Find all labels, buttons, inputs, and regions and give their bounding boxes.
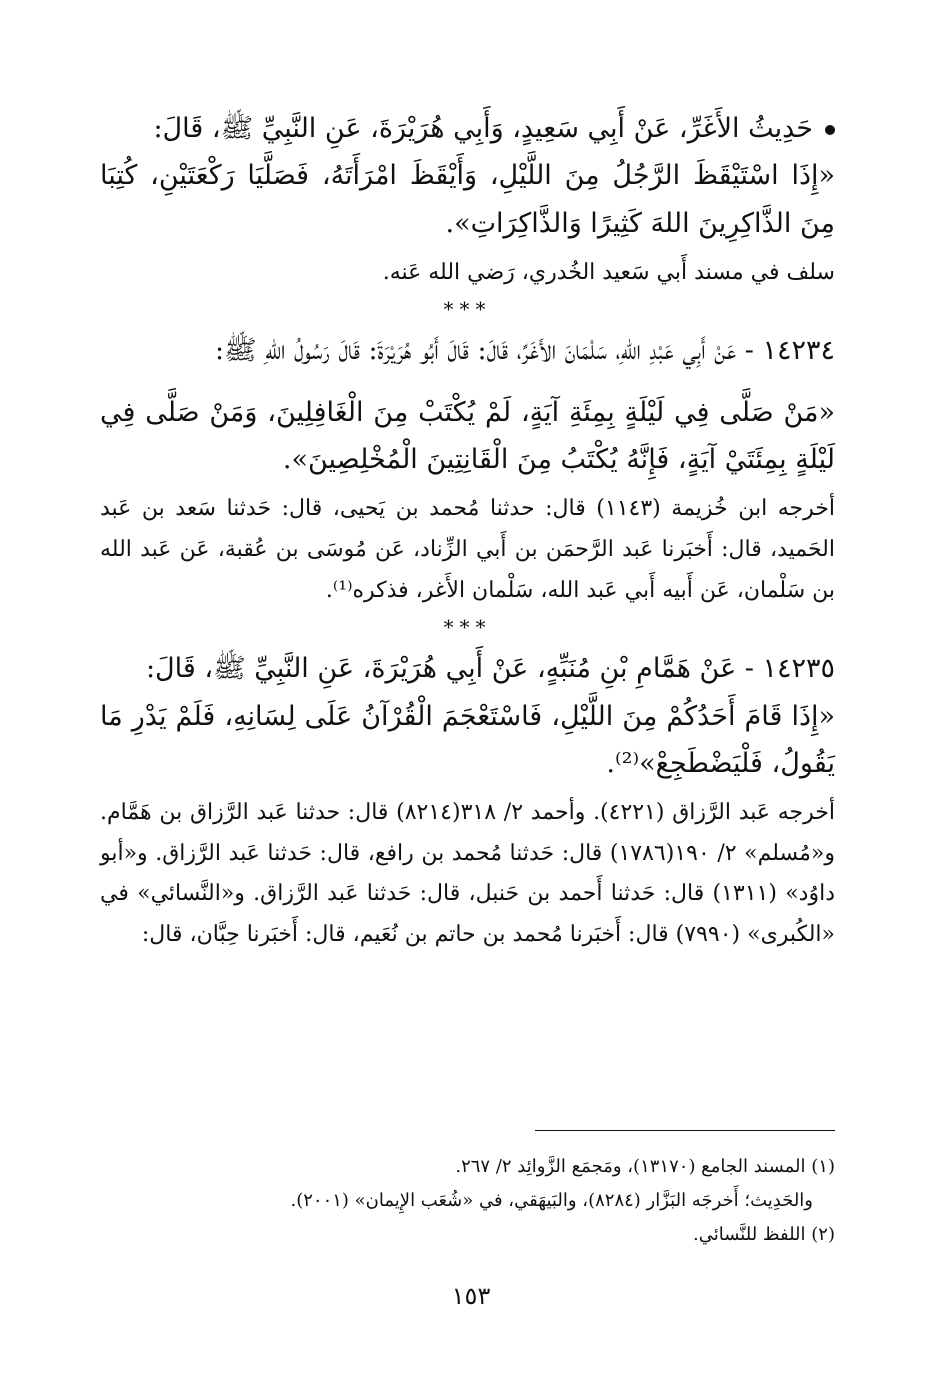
bullet-icon	[825, 125, 835, 135]
footnote-1-continuation: والحَدِيث؛ أَخرجَه البَزَّار (٨٢٨٤)، والبَيهَقي، في «شُعَب الإِيمان» (٢٠٠١).	[290, 1190, 813, 1212]
footnotes	[100, 1150, 835, 1253]
separator-stars-2: ***	[443, 615, 492, 640]
entry-1-intro-text: حَدِيثُ الأَغَرِّ، عَنْ أَبِي سَعِيدٍ، وَأَبِي هُرَيْرَةَ، عَنِ النَّبِيِّ ﷺ، قَالَ:	[153, 113, 813, 144]
entry-3-note: أخرجه عَبد الرَّزاق (٤٢٢١). وأحمد ٢/ ٣١٨(٨٢١٤) قال: حدثنا عَبد الرَّزاق بن هَمَّام. و«مُسلم» ٢/ ١٩٠(١٧٨٦) قال: حَدثنا مُحمد بن رافع، قال: حَدثنا عَبد الرَّزاق. و«أبو داوُد» (١٣١١) قال: حَدثنا أَحمد بن حَنبل، قال: حَدثنا عَبد الرَّزاق. و«النَّسائي» في «الكُبرى» (٧٩٩٠) قال: أَخبَرنا مُحمد بن حاتم بن نُعَيم، قال: أَخبَرنا حِبَّان، قال:	[100, 800, 836, 948]
entry-2-note: أخرجه ابن خُزيمة (١١٤٣) قال: حدثنا مُحمد بن يَحيى، قال: حَدثنا سَعد بن عَبد الحَميد، قال: أَخبَرنا عَبد الرَّحمَن بن أَبي الزِّناد، عَن مُوسَى بن عُقبة، عَن عَبد الله بن سَلْمان، عَن أَبيه أَبي عَبد الله، سَلْمان الأَغر، فذكره⁽¹⁾.	[100, 496, 835, 603]
footnote-1: (١) المسند الجامع (١٣١٧٠)، ومَجمَع الزَّوائِد ٢/ ٢٦٧.	[455, 1156, 835, 1177]
page-number: ١٥٣	[451, 1282, 491, 1310]
entry-1-intro	[100, 105, 835, 152]
entry-2-matn: «مَنْ صَلَّى فِي لَيْلَةٍ بِمِئَةِ آيَةٍ، لَمْ يُكْتَبْ مِنَ الْغَافِلِينَ، وَمَنْ صَلَّى فِي لَيْلَةٍ بِمِئَتَيْ آيَةٍ، فَإِنَّهُ يُكْتَبُ مِنَ الْقَانِتِينَ الْمُخْلِصِينَ».	[100, 396, 835, 475]
separator-stars-1: ***	[443, 297, 492, 322]
entry-1-matn: «إِذَا اسْتَيْقَظَ الرَّجُلُ مِنَ اللَّيْلِ، وَأَيْقَظَ امْرَأَتَهُ، فَصَلَّيَا رَكْعَتَيْنِ، كُتِبَا مِنَ الذَّاكِرِينَ اللهَ كَثِيرًا وَالذَّاكِرَاتِ».	[100, 160, 835, 239]
footnote-2: (٢) اللفظ للنَّسائي.	[693, 1224, 835, 1246]
entry-1-note: سلف في مسند أَبي سَعيد الخُدري، رَضي الله عَنه.	[382, 259, 835, 285]
entry-2-intro: ١٤٢٣٤ - عَنْ أَبِي عَبْدِ اللهِ، سَلْمَانَ الأَغَرِّ، قَالَ: قَالَ أَبُو هُرَيْرَةَ: قَالَ رَسُولُ اللهِ ﷺ:	[214, 335, 835, 367]
entry-3-intro: ١٤٢٣٥ - عَنْ هَمَّامِ بْنِ مُنَبِّهٍ، عَنْ أَبِي هُرَيْرَةَ، عَنِ النَّبِيِّ ﷺ، قَالَ:	[145, 653, 835, 685]
page-body	[100, 105, 835, 956]
entry-3-matn: «إِذَا قَامَ أَحَدُكُمْ مِنَ اللَّيْلِ، فَاسْتَعْجَمَ الْقُرْآنُ عَلَى لِسَانِهِ، فَلَمْ يَدْرِ مَا يَقُولُ، فَلْيَضْطَجِعْ»⁽²⁾.	[100, 700, 835, 779]
footnote-separator	[535, 1130, 835, 1131]
